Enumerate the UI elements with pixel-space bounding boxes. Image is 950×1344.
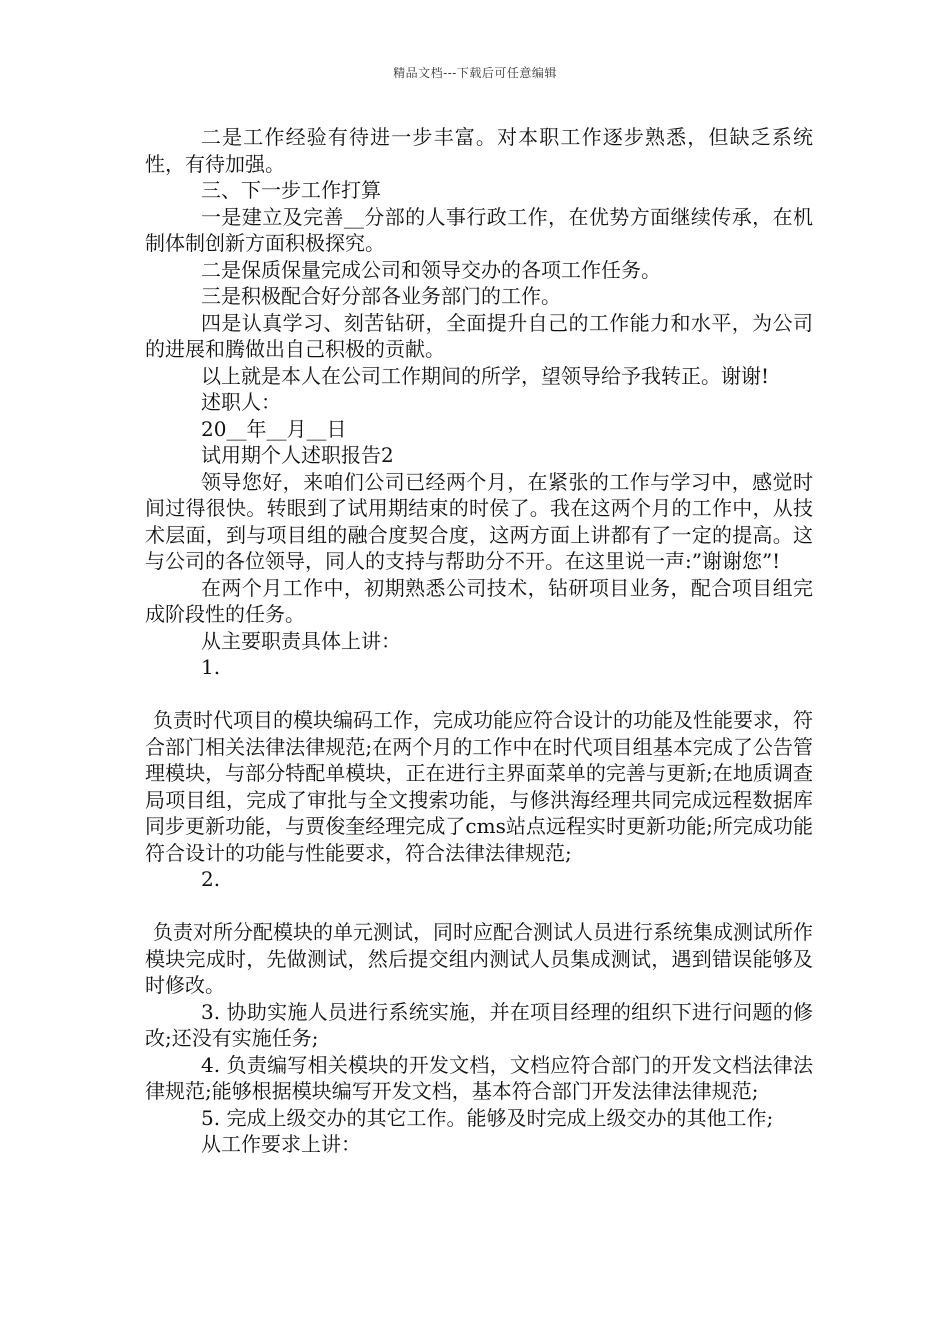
paragraph-plan-4: 四是认真学习、刻苦钻研，全面提升自己的工作能力和水平，为公司的进展和腾做出自己积极的贡献。 <box>145 310 813 361</box>
list-number-2: 2. <box>201 867 221 891</box>
paragraph-duty-4: 4. 负责编写相关模块的开发文档，文档应符合部门的开发文档法律法律规范;能够根据模块编写开发文档，基本符合部门开发法律法律规范; <box>145 1052 813 1103</box>
paragraph-work-experience: 二是工作经验有待进一步丰富。对本职工作逐步熟悉，但缺乏系统性，有待加强。 <box>145 125 813 176</box>
document-body <box>145 124 813 1158</box>
paragraph-plan-3: 三是积极配合好分部各业务部门的工作。 <box>201 284 561 308</box>
paragraph-closing: 以上就是本人在公司工作期间的所学，望领导给予我转正。谢谢! <box>201 363 770 388</box>
section-heading-next-steps: 三、下一步工作打算 <box>201 178 381 202</box>
paragraph-duty-1: 负责时代项目的模块编码工作，完成功能应符合设计的功能及性能要求，符合部门相关法律法律规范;在两个月的工作中在时代项目组基本完成了公告管理模块，与部分特配单模块，正在进行主界面菜单的完善与更新;在地质调查局项目组，完成了审批与全文搜索功能，与修洪海经理共同完成远程数据库同步更新功能，与贾俊奎经理完成了cms站点远程实时更新功能;所完成功能符合设计的功能与性能要求，符合法律法律规范; <box>145 708 813 865</box>
blank-line <box>145 681 813 708</box>
paragraph-two-months: 在两个月工作中，初期熟悉公司技术，钻研项目业务，配合项目组完成阶段性的任务。 <box>145 575 813 626</box>
paragraph-duty-5: 5. 完成上级交办的其它工作。能够及时完成上级交办的其他工作; <box>201 1105 774 1130</box>
report-title-2: 试用期个人述职报告2 <box>201 443 394 467</box>
paragraph-greeting: 领导您好，来咱们公司已经两个月，在紧张的工作与学习中，感觉时间过得很快。转眼到了试用期结束的时侯了。我在这两个月的工作中，从技术层面，到与项目组的融合度契合度，这两方面上讲都有了一定的提高。这与公司的各位领导，同人的支持与帮助分不开。在这里说一声:”谢谢您”! <box>145 469 813 573</box>
paragraph-plan-2: 二是保质保量完成公司和领导交办的各项工作任务。 <box>201 257 661 282</box>
paragraph-duty-2: 负责对所分配模块的单元测试，同时应配合测试人员进行系统集成测试所作模块完成时，先做测试，然后提交组内测试人员集成测试，遇到错误能够及时修改。 <box>145 920 813 997</box>
paragraph-requirements-heading: 从工作要求上讲： <box>201 1132 361 1156</box>
paragraph-plan-1: 一是建立及完善__分部的人事行政工作，在优势方面继续传承，在机制体制创新方面积极探究。 <box>145 204 813 255</box>
list-number-1: 1. <box>201 655 221 679</box>
blank-line <box>145 893 813 920</box>
paragraph-duty-3: 3. 协助实施人员进行系统实施，并在项目经理的组织下进行问题的修改;还没有实施任务; <box>145 999 813 1050</box>
signature-label: 述职人： <box>201 390 281 414</box>
page-header: 精品文档---下载后可任意编辑 <box>393 66 557 80</box>
date-line: 20__年__月__日 <box>201 416 347 441</box>
paragraph-duties-heading: 从主要职责具体上讲： <box>201 628 401 653</box>
